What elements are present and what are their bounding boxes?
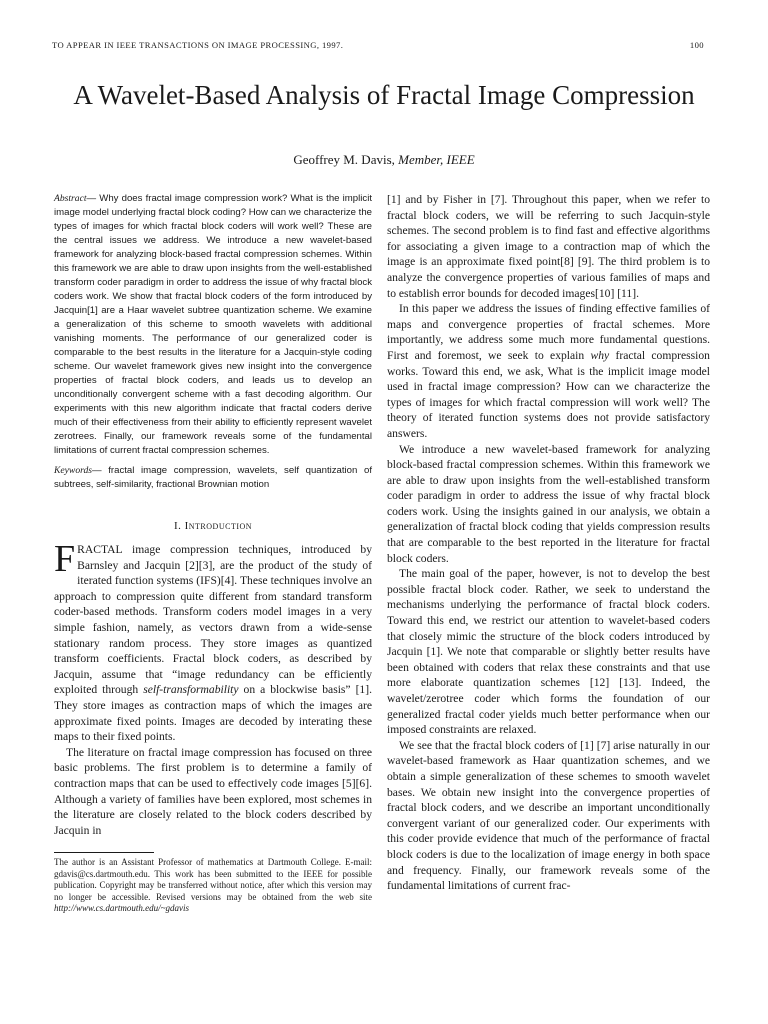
section-heading-introduction	[54, 520, 372, 532]
drop-cap: F	[54, 538, 76, 580]
intro-p1-part-b: on a blockwise basis” [1]. They store images as contraction maps of which the images are approximate fixed points. Images are decoded by interating these maps to their fixed points.	[54, 683, 372, 744]
left-column	[54, 192, 372, 914]
right-paragraph-5: We see that the fractal block coders of [1] [7] arise naturally in our wavelet-based framework as Haar quantization schemes, and we obtain a simple generalization of these schemes to smooth wavelet bases. We obtain new insight into the convergence properties of fractal block coders, and we describe an important unconditionally convergent variant of our generalized coder. Our experiments with this coder provide evidence that much of the performance of fractal block coders is due to the localization of image energy in both space and frequency. Finally, our framework reveals some of the fundamental limitations of current frac-	[387, 738, 710, 893]
intro-paragraph-1	[54, 538, 372, 745]
page-number: 100	[689, 40, 704, 50]
right-p2-part-b: fractal compression works. Toward this end, we ask, What is the implicit image model used in fractal image compression? How can we characterize the types of images for which fractal compression will work well? The theory of iterated function systems does not provide satisfactory answers.	[387, 348, 710, 440]
intro-p1-emphasis: self-transformability	[143, 683, 239, 697]
right-paragraph-2	[387, 301, 710, 441]
running-header	[52, 40, 704, 50]
right-p2-emphasis: why	[590, 348, 610, 362]
right-paragraph-3: We introduce a new wavelet-based framework for analyzing block-based fractal compression schemes. Within this framework we are able to draw upon insights from the well-established transform coder paradigm in order to address the issue of why fractal block coders work. Using the insights gained in our analysis, we obtain a generalization of fractal block coding that yields compression results that are comparable to the best reported in the literature for fractal block coders.	[387, 442, 710, 565]
section-title: Introduction	[184, 520, 253, 532]
running-title: TO APPEAR IN IEEE TRANSACTIONS ON IMAGE PROCESSING, 1997.	[52, 40, 344, 50]
footnote-text: The author is an Assistant Professor of mathematics at Dartmouth College. E-mail: gdavis@cs.dartmouth.edu. This work has been submitted to the IEEE for possible publication. Copyright may be transferred without notice, after which this version may no longer be accessible. Revised versions may be obtained from the web site	[54, 857, 372, 902]
author-name: Geoffrey M. Davis,	[293, 152, 395, 167]
keywords-text: — fractal image compression, wavelets, self quantization of subtrees, self-similarity, fractional Brownian motion	[54, 465, 372, 490]
right-paragraph-1: [1] and by Fisher in [7]. Throughout this paper, when we refer to fractal block coders, we will be referring to such Jacquin-style schemes. The second problem is to find fast and effective algorithms for associating a given image to a contraction map of which the image is an approximate fixed point[8] [9]. The third problem is to analyze the convergence properties of various families of maps and to establish error bounds for decoded images[10] [11].	[387, 193, 710, 300]
footnote-url[interactable]: http://www.cs.dartmouth.edu/~gdavis	[54, 902, 189, 913]
keywords-label: Keywords	[54, 465, 93, 476]
abstract	[54, 192, 372, 458]
author-role: Member, IEEE	[398, 152, 475, 167]
paper-title: A Wavelet-Based Analysis of Fractal Image Compression	[73, 80, 695, 110]
footnote-rule	[54, 852, 154, 853]
author-footnote	[54, 857, 372, 914]
author-line	[0, 152, 768, 168]
right-column	[387, 192, 710, 894]
section-number: I.	[173, 520, 182, 532]
right-p2-part-a: In this paper we address the issues of finding effective families of maps and convergence properties of fractal schemes. More importantly, we address some much more fundamental questions. First and foremost, we seek to explain	[387, 302, 710, 362]
intro-p1-part-a: RACTAL image compression techniques, introduced by Barnsley and Jacquin [2][3], are the product of the study of iterated function systems (IFS)[4]. These techniques involve an approach to compression quite different from standard transform coder-based methods. Transform coders model images in a very simple fashion, namely, as vectors drawn from a wide-sense stationary random process. They store images as quantized transform coefficients. Fractal block coders, as described by Jacquin, assume that “image redundancy can be efficiently exploited through	[54, 543, 372, 697]
intro-paragraph-2: The literature on fractal image compression has focused on three basic problems. The first problem is to determine a family of contraction maps that can be used to effectively code images [5][6]. Although a variety of families have been explored, most schemes in the literature are closely related to the block coders described by Jacquin in	[54, 745, 372, 837]
abstract-label: Abstract	[54, 193, 87, 204]
right-paragraph-4: The main goal of the paper, however, is not to develop the best possible fractal block coder. Rather, we seek to understand the mechanisms underlying the performance of fractal block coders. Toward this end, we restrict our attention to wavelet-based coders that closely mimic the structure of the block coders introduced by Jacquin [1]. We note that comparable or slightly better results have been obtained with coders that relax these constraints and that use more elaborate quantization schemes [12] [13]. Indeed, the wavelet/zerotree coder which forms the foundation of our generalized fractal coder yields much better performance when our imposed constraints are relaxed.	[387, 567, 710, 737]
abstract-text: — Why does fractal image compression work? What is the implicit image model underlying fractal block coding? How can we characterize the types of images for which fractal block coders will work well? These are the central issues we address. We introduce a new wavelet-based framework for analyzing block-based fractal compression schemes. Within this framework we are able to draw upon insights from the well-established transform coder paradigm in order to address the issue of why fractal block coders work. We show that fractal block coders of the form introduced by Jacquin[1] are a Haar wavelet subtree quantization scheme. We examine a generalization of this scheme to smooth wavelets with additional vanishing moments. The performance of our generalized coder is comparable to the best results in the literature for a Jacquin-style coding scheme. Our wavelet framework gives new insight into the convergence properties of fractal block coders, and leads us to develop an unconditionally convergent scheme with a fast decoding algorithm. Our experiments with this new algorithm indicate that fractal coders derive much of their effectiveness from their ability to efficiently represent wavelet zerotrees. Finally, our framework reveals some of the fundamental limitations of current fractal compression schemes.	[54, 193, 372, 456]
keywords	[54, 464, 372, 492]
